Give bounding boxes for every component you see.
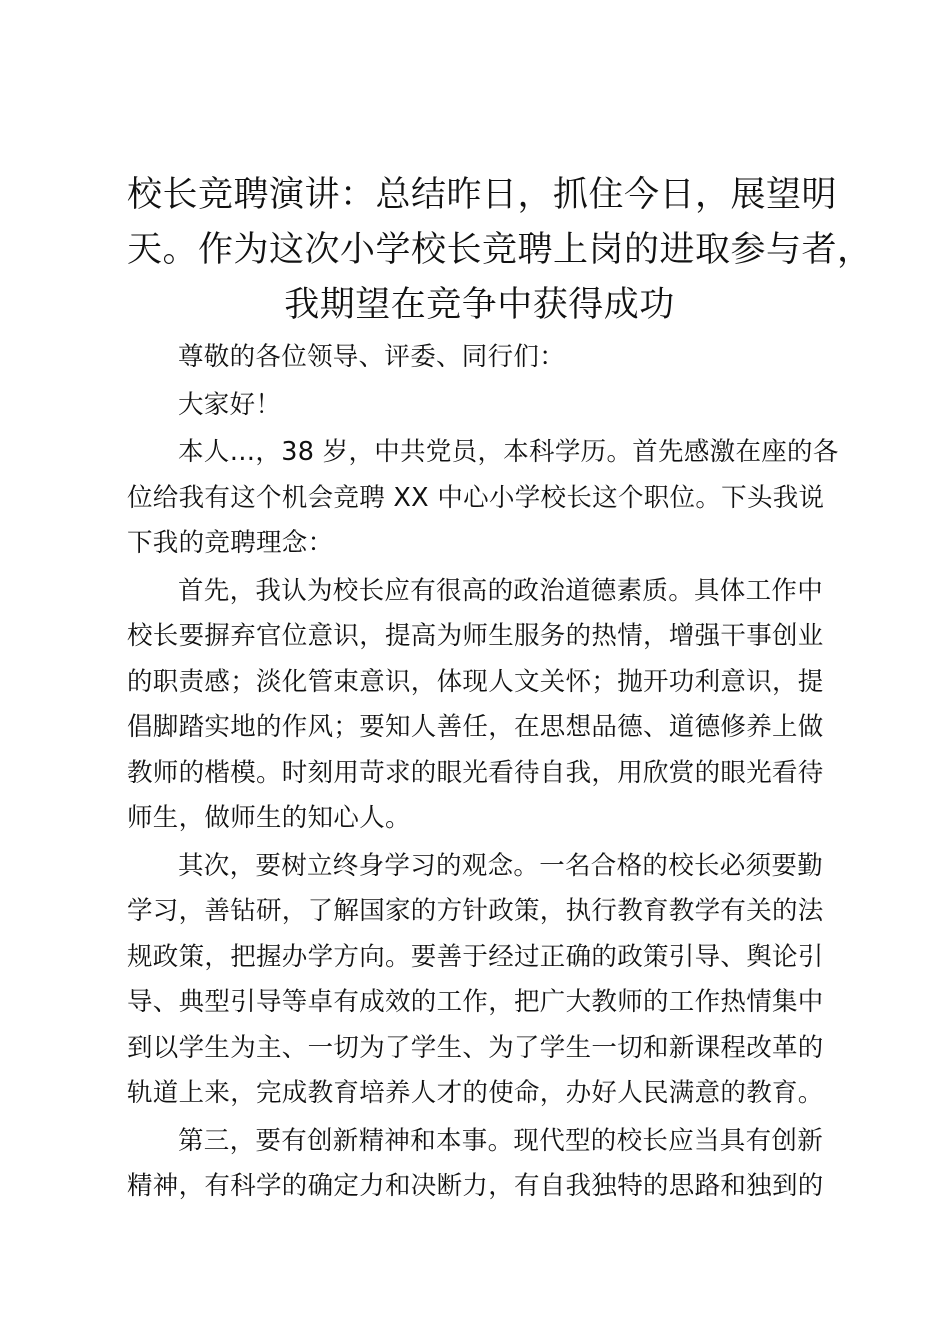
title-line: 校长竞聘演讲：总结昨日，抓住今日，展望明 [127, 175, 838, 215]
title-line: 我期望在竞争中获得成功 [284, 285, 675, 325]
paragraph-line: 师生，做师生的知心人。 [127, 803, 411, 833]
document-body [127, 335, 839, 1210]
paragraph-line: 校长要摒弃官位意识，提高为师生服务的热情，增强干事创业 [127, 621, 824, 651]
paragraph-line: 的职责感；淡化管束意识，体现人文关怀；抛开功利意识，提 [127, 666, 824, 697]
second-point-paragraph [127, 844, 832, 1117]
paragraph-line: 教师的楷模。时刻用苛求的眼光看待自我，用欣赏的眼光看待 [127, 757, 824, 788]
paragraph-line: 本人…，38 岁，中共党员，本科学历。首先感激在座的各 [178, 437, 839, 467]
paragraph-line: 第三，要有创新精神和本事。现代型的校长应当具有创新 [178, 1125, 824, 1156]
paragraph-line: 首先，我认为校长应有很高的政治道德素质。具体工作中 [178, 575, 824, 606]
paragraph-line: 大家好！ [178, 389, 282, 420]
paragraph-line: 位给我有这个机会竞聘 XX 中心小学校长这个职位。下头我说 [127, 482, 825, 513]
salutation-paragraph [127, 335, 832, 381]
paragraph-line: 倡脚踏实地的作风；要知人善任，在思想品德、道德修养上做 [127, 712, 824, 742]
greeting-paragraph [127, 383, 832, 429]
paragraph-line: 到以学生为主、一切为了学生、为了学生一切和新课程改革的 [127, 1032, 824, 1063]
paragraph-line: 精神，有科学的确定力和决断力，有自我独特的思路和独到的 [127, 1171, 824, 1201]
title-line: 天。作为这次小学校长竞聘上岗的进取参与者， [127, 230, 873, 270]
introduction-paragraph [127, 430, 839, 567]
document-content [127, 168, 873, 1212]
paragraph-line: 导、典型引导等卓有成效的工作，把广大教师的工作热情集中 [127, 987, 824, 1017]
paragraph-line: 尊敬的各位领导、评委、同行们： [178, 342, 566, 372]
paragraph-line: 下我的竞聘理念： [127, 528, 334, 558]
document-title [127, 168, 873, 333]
paragraph-line: 规政策，把握办学方向。要善于经过正确的政策引导、舆论引 [127, 941, 824, 972]
paragraph-line: 轨道上来，完成教育培养人才的使命，办好人民满意的教育。 [127, 1078, 824, 1108]
first-point-paragraph [127, 569, 832, 842]
paragraph-line: 其次，要树立终身学习的观念。一名合格的校长必须要勤 [178, 850, 824, 881]
paragraph-line: 学习，善钻研，了解国家的方针政策，执行教育教学有关的法 [127, 896, 824, 926]
third-point-paragraph [127, 1119, 832, 1210]
